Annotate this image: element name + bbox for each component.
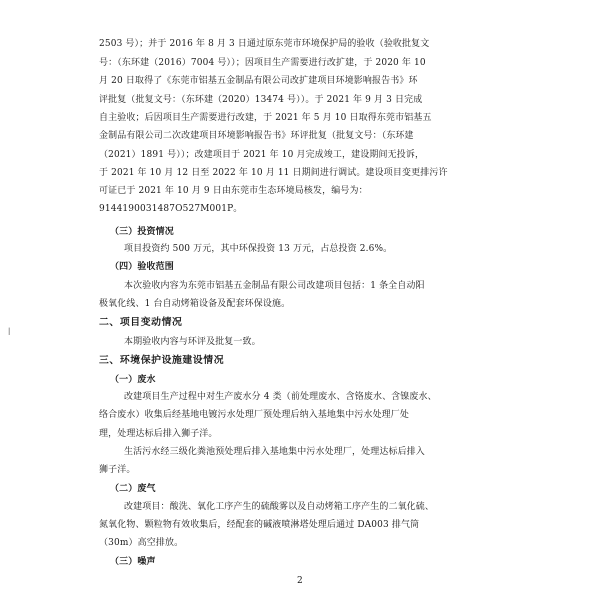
paragraph-line: （2021）1891 号））；改建项目于 2021 年 10 月完成竣工，建设期间无投诉， (99, 149, 425, 160)
scope-line: 本次验收内容为东莞市铝基五金制品有限公司改建项目包括：1 条全自动阳 (124, 280, 425, 291)
section-heading-investment: （三）投资情况 (110, 226, 174, 237)
paragraph-line: 可证已于 2021 年 10 月 9 日由东莞市生态环境局核发，编号为： (99, 186, 368, 197)
wastewater-line: 理，处理达标后排入狮子洋。 (99, 428, 218, 439)
domestic-sewage-line: 狮子洋。 (99, 465, 136, 476)
section-heading-noise: （三）噪声 (110, 557, 156, 568)
page-number: 2 (297, 576, 303, 586)
exhaust-gas-line: 氮氧化物、颗粒物有效收集后，经配套的碱液喷淋塔处理后通过 DA003 排气筒 (99, 520, 420, 531)
scope-line: 极氧化线、1 台自动烤箱设备及配套环保设施。 (99, 298, 291, 309)
exhaust-gas-line: （30m）高空排放。 (99, 538, 184, 548)
domestic-sewage-line: 生活污水经三级化粪池预处理后排入基地集中污水处理厂，处理达标后排入 (124, 447, 425, 458)
paragraph-line: 于 2021 年 10 月 12 日至 2022 年 10 月 11 日期间进行调试。建设项目变更排污许 (99, 167, 448, 178)
margin-mark: ꟾ (8, 328, 11, 337)
wastewater-line: 络合废水）收集后经基地电镀污水处理厂预处理后纳入基地集中污水处理厂处 (99, 410, 410, 421)
section-heading-exhaust-gas: （二）废气 (110, 483, 156, 494)
section-heading-scope: （四）验收范围 (110, 262, 174, 273)
heading-environment: 三、环境保护设施建设情况 (99, 354, 225, 366)
paragraph-line: 9144190031487O527M001P。 (99, 204, 243, 215)
paragraph-line: 自主验收；后因项目生产需要进行改建，于 2021 年 5 月 10 日取得东莞市铝基五 (99, 112, 432, 123)
paragraph-line: 号：（东环建（2016）7004 号））；因项目生产需要进行改扩建，于 2020 年 10 (99, 57, 426, 68)
heading-project-changes: 二、项目变动情况 (99, 317, 183, 328)
paragraph-line: 2503 号）；并于 2016 年 8 月 3 日通过原东莞市环境保护局的验收（验收批复文 (99, 39, 430, 49)
section-heading-wastewater: （一）废水 (110, 374, 156, 385)
paragraph-line: 金制品有限公司二次改建项目环境影响报告书》环评批复（批复文号：（东环建 (99, 131, 414, 142)
investment-text: 项目投资约 500 万元，其中环保投资 13 万元，占总投资 2.6%。 (124, 244, 393, 255)
exhaust-gas-line: 改建项目：酸洗、氧化工序产生的硫酸雾以及自动烤箱工序产生的二氧化硫、 (124, 501, 435, 512)
paragraph-line: 月 20 日取得了《东莞市铝基五金制品有限公司改扩建项目环境影响报告书》环 (99, 76, 418, 87)
paragraph-line: 评批复（批复文号：（东环建（2020）13474 号））。于 2021 年 9 月 3 日完成 (99, 94, 423, 105)
changes-text: 本期验收内容与环评及批复一致。 (124, 337, 261, 348)
wastewater-line: 改建项目生产过程中对生产废水分 4 类（前处理废水、含铬废水、含镍废水、 (124, 392, 437, 403)
